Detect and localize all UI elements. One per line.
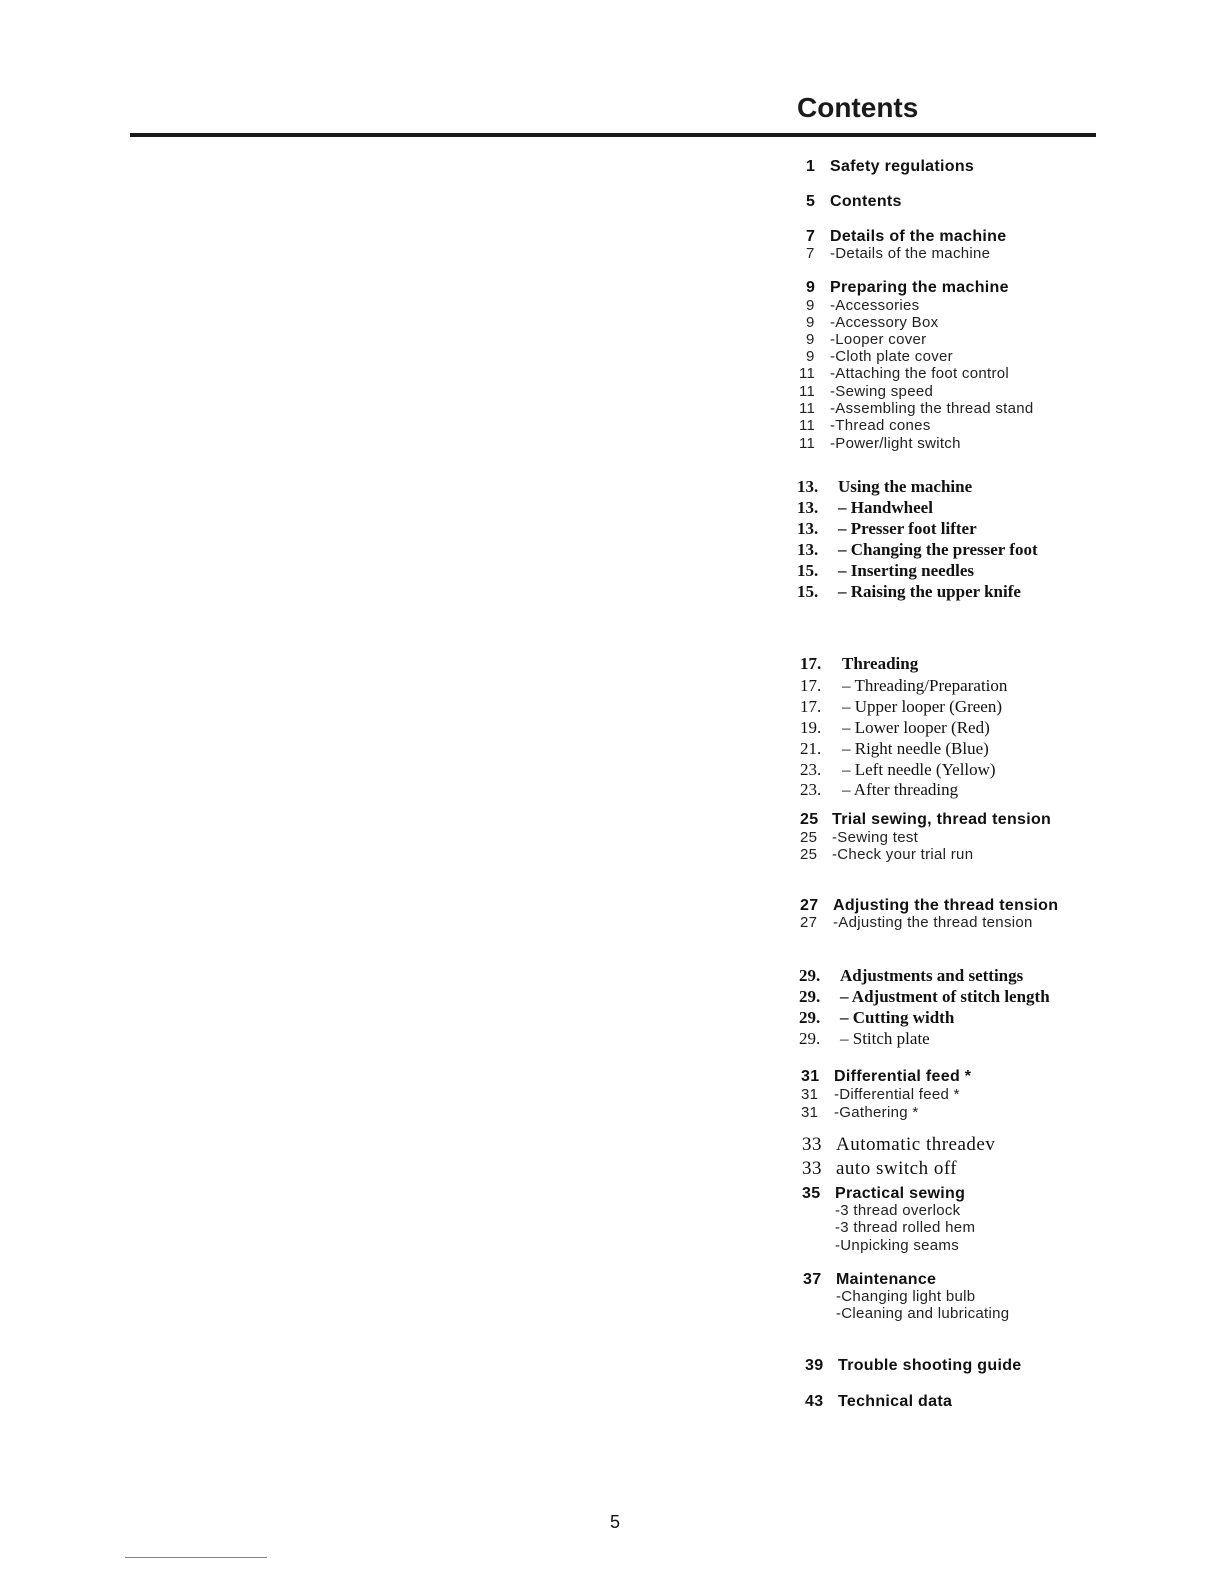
toc-page-number: 33	[802, 1134, 822, 1155]
toc-page-number: 11	[799, 435, 816, 452]
toc-entry-label: Contents	[830, 193, 902, 210]
toc-page-number: 23.	[800, 760, 822, 779]
toc-page-number: 39	[805, 1357, 824, 1374]
toc-entry-label: Trial sewing, thread tension	[832, 811, 1052, 828]
toc-page-number: 25	[800, 811, 819, 828]
toc-page-number: 11	[799, 417, 816, 434]
toc-page-number: 25	[800, 829, 818, 846]
toc-entry-label: Safety regulations	[830, 158, 975, 175]
toc-entry-label: -Cloth plate cover	[830, 348, 953, 365]
toc-entry-label: -Gathering *	[834, 1104, 919, 1121]
toc-page-number: 25	[800, 846, 818, 863]
toc-page-number: 13.	[797, 477, 819, 496]
toc-entry-label: auto switch off	[836, 1158, 958, 1179]
toc-page-number: 31	[801, 1104, 819, 1121]
toc-page-number: 37	[803, 1271, 822, 1288]
page-number: 5	[610, 1512, 621, 1532]
toc-page-number: 29.	[799, 1008, 821, 1027]
toc-page-number: 21.	[800, 739, 822, 758]
toc-page-number: 29.	[799, 987, 821, 1006]
toc-page-number: 11	[799, 383, 816, 400]
toc-entry-label: – Raising the upper knife	[838, 582, 1021, 601]
toc-entry-label: -Sewing speed	[830, 383, 934, 400]
toc-entry-label: -Assembling the thread stand	[830, 400, 1034, 417]
toc-page-number: 35	[802, 1185, 821, 1202]
toc-entry-label: – Presser foot lifter	[838, 519, 977, 538]
toc-page-number: 11	[799, 400, 816, 417]
toc-page-number: 15.	[797, 582, 819, 601]
toc-entry-label: -Details of the machine	[830, 245, 991, 262]
toc-entry-label: Adjustments and settings	[840, 966, 1024, 985]
toc-entry-label: -Differential feed *	[834, 1086, 960, 1103]
toc-entry-label: -Power/light switch	[830, 435, 961, 452]
toc-page-number: 27	[800, 897, 819, 914]
toc-page-number: 9	[806, 348, 815, 365]
toc-entry-label: Trouble shooting guide	[838, 1357, 1022, 1374]
toc-page-number: 31	[801, 1086, 819, 1103]
toc-entry-label: – Changing the presser foot	[838, 540, 1038, 559]
toc-entry-label: – Adjustment of stitch length	[840, 987, 1050, 1006]
toc-page-number: 5	[806, 193, 816, 210]
toc-page-number: 23.	[800, 780, 822, 799]
toc-entry-label: Automatic threadev	[836, 1134, 996, 1155]
page-title: Contents	[797, 92, 919, 123]
toc-entry-label: – Left needle (Yellow)	[842, 760, 996, 779]
toc-page-number: 17.	[800, 654, 822, 673]
toc-page-number: 31	[801, 1068, 820, 1085]
toc-page-number: 29.	[799, 966, 821, 985]
toc-entry-label: – Inserting needles	[838, 561, 974, 580]
toc-entry-label: Preparing the machine	[830, 279, 1009, 296]
toc-entry-label: -Adjusting the thread tension	[833, 914, 1033, 931]
toc-entry-label: Using the machine	[838, 477, 973, 496]
toc-entry-label: – Upper looper (Green)	[842, 697, 1003, 716]
toc-entry-label: -Changing light bulb	[836, 1288, 976, 1305]
toc-page-number: 11	[799, 365, 816, 382]
toc-page-number: 17.	[800, 676, 822, 695]
toc-entry-label: – Lower looper (Red)	[842, 718, 990, 737]
toc-entry-label: Threading	[842, 654, 919, 673]
toc-entry-label: -Unpicking seams	[835, 1237, 960, 1254]
toc-entry-label: -3 thread overlock	[835, 1202, 961, 1219]
toc-page-number: 9	[806, 297, 815, 314]
toc-page-number: 9	[806, 331, 815, 348]
toc-entry-label: -Thread cones	[830, 417, 931, 434]
toc-entry-label: Technical data	[838, 1393, 953, 1410]
toc-page-number: 27	[800, 914, 818, 931]
toc-entry-label: – Stitch plate	[840, 1029, 930, 1048]
toc-page-number: 33	[802, 1158, 822, 1179]
toc-entry-label: Differential feed *	[834, 1068, 972, 1085]
toc-entry-label: -3 thread rolled hem	[835, 1219, 976, 1236]
toc-page-number: 43	[805, 1393, 824, 1410]
toc-entry-label: – Right needle (Blue)	[842, 739, 989, 758]
title-divider	[130, 133, 1096, 137]
toc-page-number: 13.	[797, 498, 819, 517]
toc-entry-label: -Attaching the foot control	[830, 365, 1010, 382]
toc-page-number: 17.	[800, 697, 822, 716]
toc-page-number: 19.	[800, 718, 822, 737]
toc-page-number: 7	[806, 228, 816, 245]
toc-entry-label: – Handwheel	[838, 498, 933, 517]
toc-entry-label: -Looper cover	[830, 331, 927, 348]
toc-entry-label: -Check your trial run	[832, 846, 974, 863]
toc-entry-label: -Cleaning and lubricating	[836, 1305, 1010, 1322]
footer-underline	[125, 1557, 267, 1558]
toc-page-number: 9	[806, 314, 815, 331]
toc-page-number: 7	[806, 245, 815, 262]
toc-page-number: 29.	[799, 1029, 821, 1048]
toc-entry-label: Details of the machine	[830, 228, 1007, 245]
toc-page-number: 1	[806, 158, 816, 175]
toc-entry-label: – Cutting width	[840, 1008, 955, 1027]
toc-entry-label: -Accessory Box	[830, 314, 939, 331]
toc-page-number: 9	[806, 279, 816, 296]
toc-entry-label: – Threading/Preparation	[842, 676, 1008, 695]
toc-entry-label: -Sewing test	[832, 829, 919, 846]
toc-page-number: 13.	[797, 540, 819, 559]
toc-page-number: 15.	[797, 561, 819, 580]
toc-entry-label: Practical sewing	[835, 1185, 966, 1202]
toc-page-number: 13.	[797, 519, 819, 538]
toc-entry-label: Maintenance	[836, 1271, 937, 1288]
toc-entry-label: Adjusting the thread tension	[833, 897, 1059, 914]
toc-entry-label: – After threading	[842, 780, 959, 799]
toc-entry-label: -Accessories	[830, 297, 920, 314]
